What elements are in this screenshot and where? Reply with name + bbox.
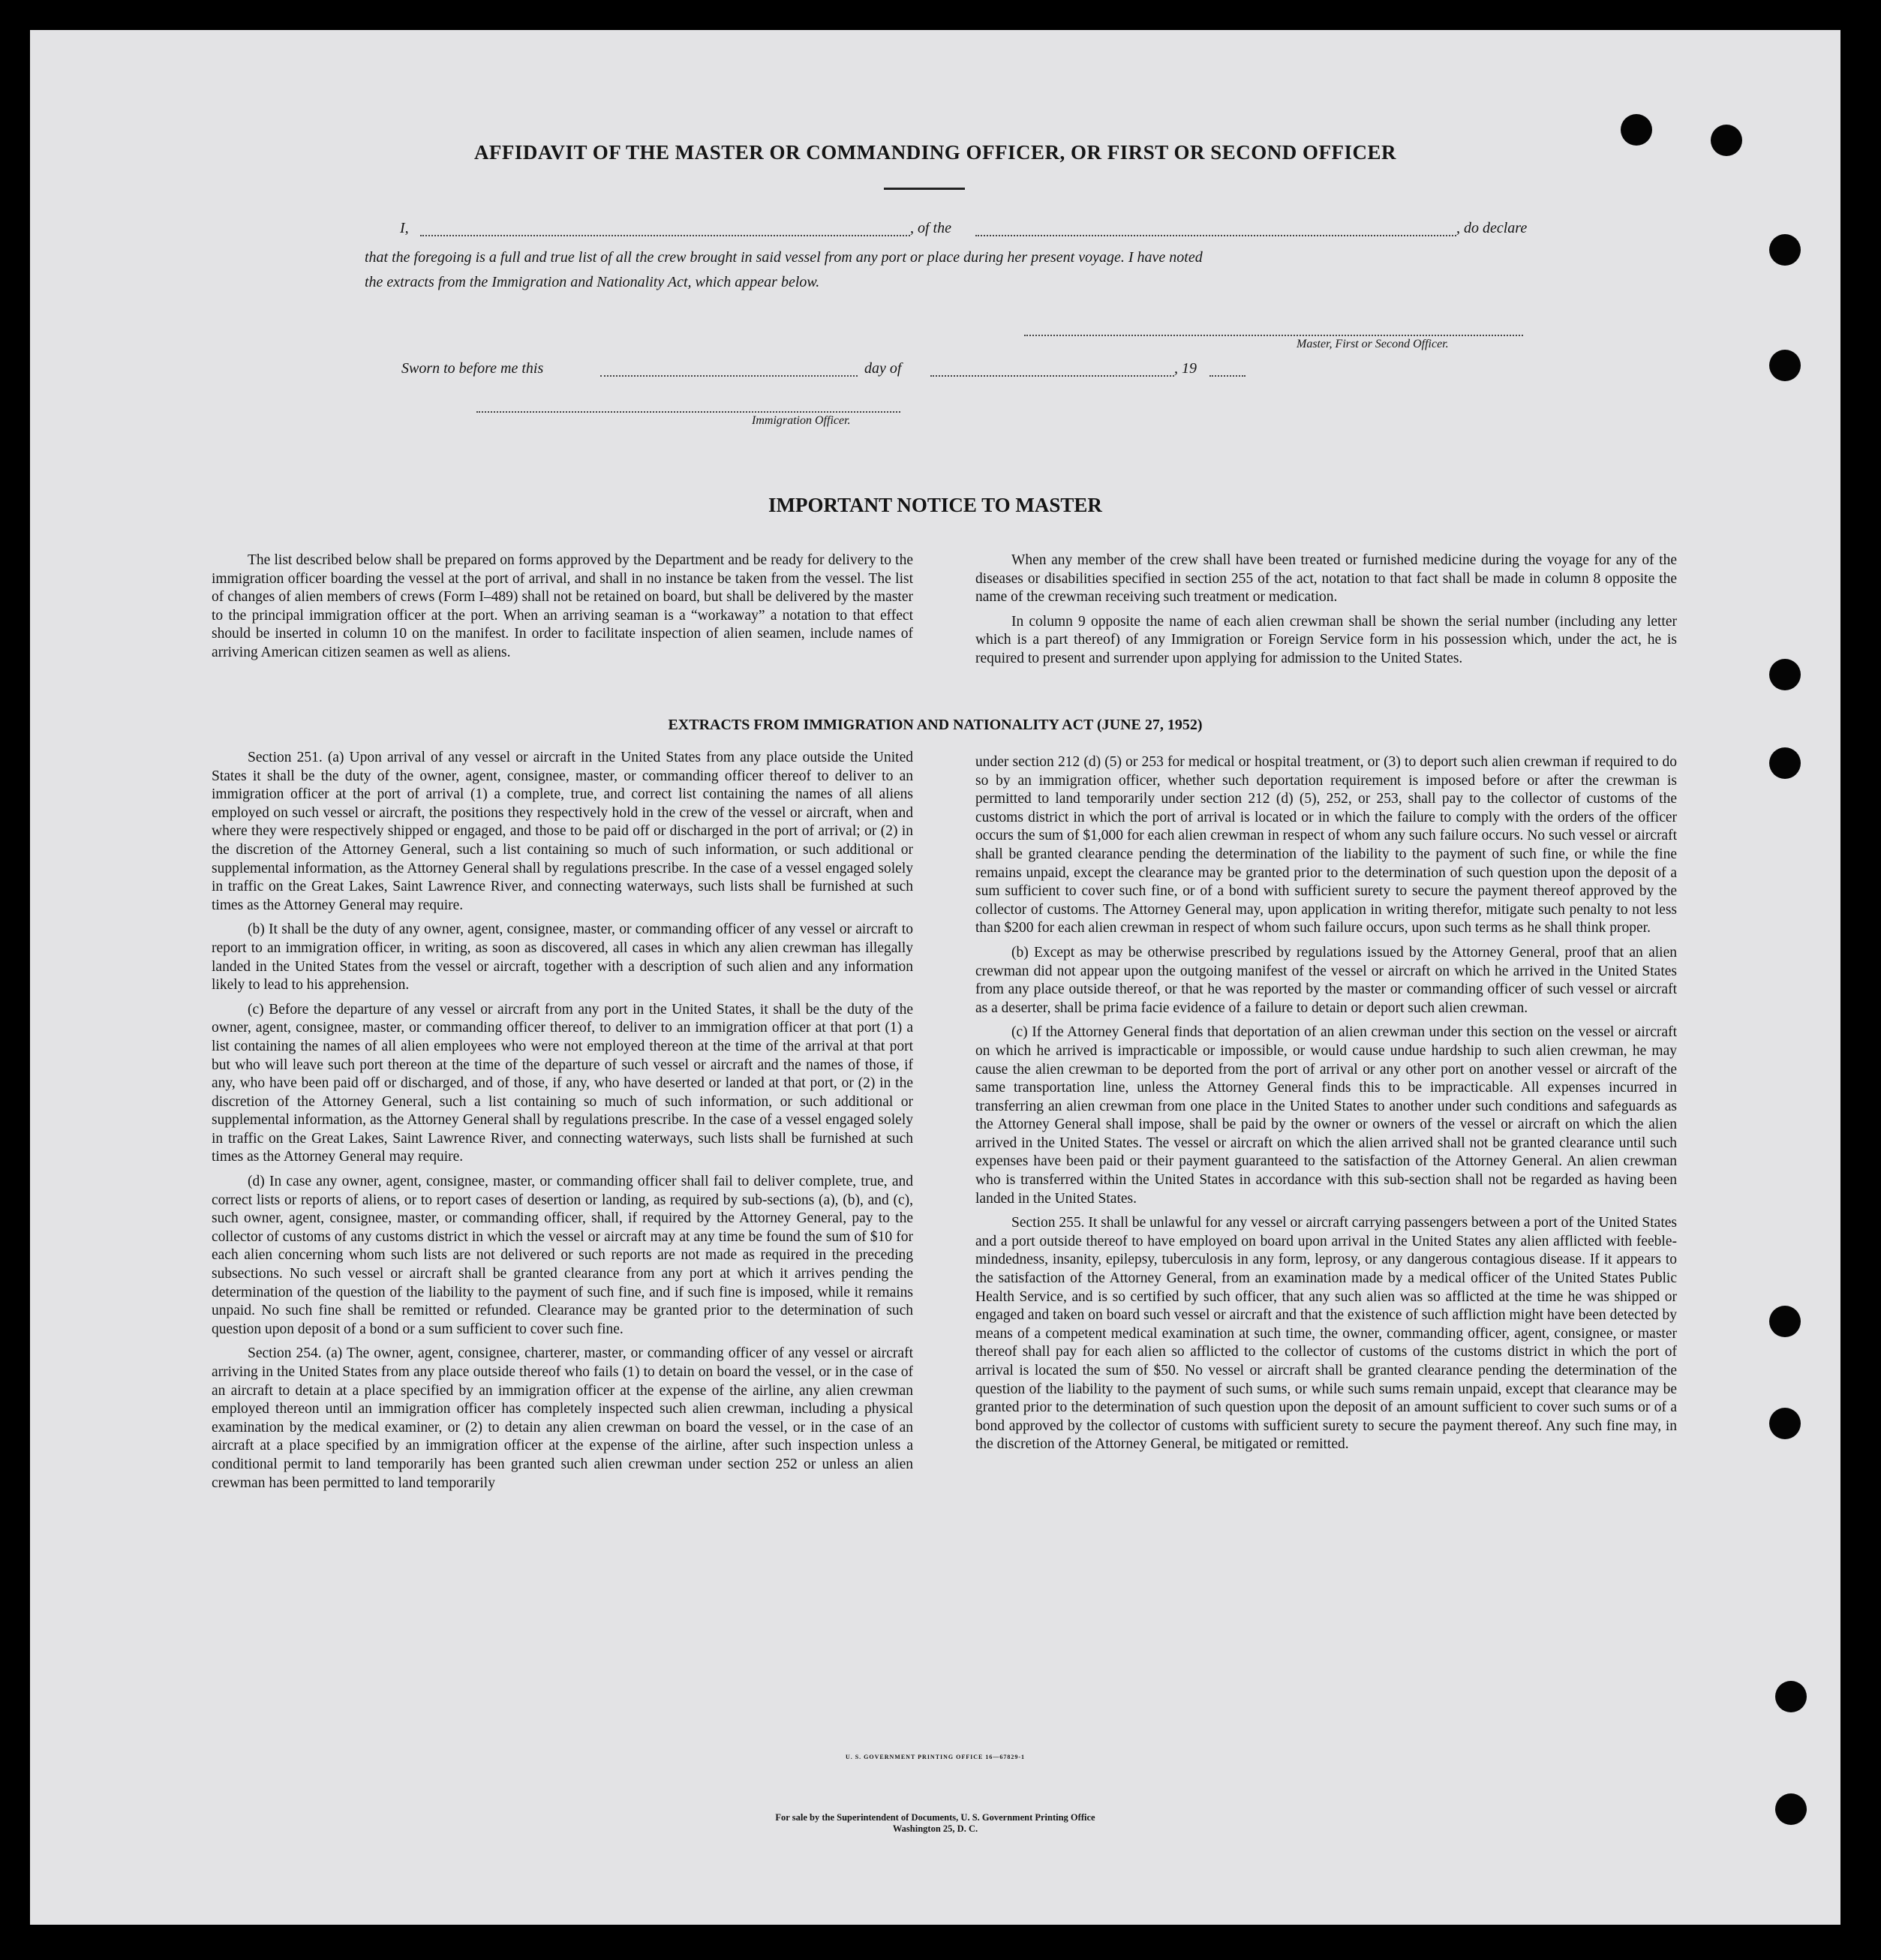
section-254-a: Section 254. (a) The owner, agent, consignee, charterer, master, or commanding officer of any vessel or aircraft arriving in the United States from any place outside thereof who fails (1) to detain on board the vessel, or in the case of an aircraft to detain at a place specified by an immigration officer at the expense of the airline, any alien crewman employed thereon until an immigration officer has completely inspected such alien crewman, including a physical examination by the medical examiner, or (2) to detain any alien crewman on board the vessel, or in the case of an aircraft at a place specified by an immigration officer at the expense of the airline, after such inspection unless a conditional permit to land temporarily has been granted such alien crewman under section 252 or unless an alien crewman has been permitted to land temporarily — [212, 1345, 913, 1491]
officer-signature-field[interactable] — [476, 411, 900, 413]
declaration-line-3: the extracts from the Immigration and Nationality Act, which appear below. — [365, 274, 820, 290]
declarant-label: I, — [400, 220, 409, 236]
punch-hole — [1769, 747, 1801, 779]
notice-right-column — [975, 552, 1677, 675]
punch-hole — [1775, 1681, 1807, 1712]
title-rule — [884, 188, 965, 190]
notice-left-column — [212, 552, 913, 669]
name-field[interactable] — [420, 235, 910, 236]
month-field[interactable] — [930, 375, 1174, 377]
notice-title: IMPORTANT NOTICE TO MASTER — [768, 494, 1102, 516]
document-page — [30, 30, 1840, 1925]
year-label: , 19 — [1174, 360, 1197, 377]
notice-left-paragraph: The list described below shall be prepared on forms approved by the Department and be ready for delivery to the immigration officer boarding the vessel at the port of arrival, and shall in no instance be taken from the vessel. The list of changes of alien members of crews (Form I–489) shall not be retained on board, but shall be delivered by the master to the principal immigration officer at the port. When an arriving seaman is a “workaway” a notation to that effect should be inserted in column 10 on the manifest. In order to facilitate inspection of alien seamen, include names of arriving American citizen seamen as well as aliens. — [212, 552, 913, 660]
notice-right-paragraph-2: In column 9 opposite the name of each alien crewman shall be shown the serial number (including any letter which is a part thereof) of any Immigration or Foreign Service form in his possession which, under the act, he is required to present and surrender upon applying for admission to the United States. — [975, 613, 1677, 666]
punch-hole — [1769, 1408, 1801, 1439]
section-251-b: (b) It shall be the duty of any owner, agent, consignee, master, or commanding officer of any vessel or aircraft to report to an immigration officer, in writing, as soon as discovered, all cases in which any alien crewman has illegally landed in the United States from the vessel or aircraft, together with a description of such alien and any information likely to lead to his apprehension. — [212, 921, 913, 994]
day-of-label: day of — [864, 360, 902, 377]
master-caption: Master, First or Second Officer. — [1297, 338, 1449, 350]
extracts-right-column — [975, 753, 1677, 1460]
sale-line-1: For sale by the Superintendent of Documents, U. S. Government Printing Office — [775, 1812, 1095, 1823]
year-field[interactable] — [1209, 375, 1245, 377]
extracts-left-column — [212, 749, 913, 1499]
extracts-title: EXTRACTS FROM IMMIGRATION AND NATIONALITY ACT (JUNE 27, 1952) — [668, 717, 1203, 733]
sworn-date-field[interactable] — [600, 375, 858, 377]
section-254-c: (c) If the Attorney General finds that deportation of an alien crewman under this section on the vessel or aircraft on which he arrived is impracticable or impossible, or would cause undue hardship to such alien crewman, he may cause the alien crewman to be deported from the port of arrival or any other port on another vessel or aircraft of the same transportation line, unless the Attorney General finds this to be impracticable. All expenses incurred in transferring an alien crewman from one place in the United States to another under such conditions and safeguards as the Attorney General shall impose, shall be paid by the owner or owners of the vessel or aircraft on which the alien arrived in the United States. The vessel or aircraft on which the alien arrived shall not be granted clearance until such expenses have been paid or their payment guaranteed to the satisfaction of the Attorney General. An alien crewman who is transferred within the United States in accordance with this sub-section shall not be regarded as having been landed in the United States. — [975, 1024, 1677, 1207]
declaration-line-2: that the foregoing is a full and true list of all the crew brought in said vessel from any port or place during her present voyage. I have noted — [365, 249, 1203, 266]
punch-hole — [1769, 350, 1801, 381]
section-251-c: (c) Before the departure of any vessel or aircraft from any port in the United States, it shall be the duty of the owner, agent, consignee, master, or commanding officer thereof, to deliver to an immigration officer at that port (1) a list containing the names of all alien employees who were not employed thereon at the time of the arrival at that port but who will leave such port thereon at the time of the departure of such vessel or aircraft and the names of those, if any, who have been paid off or discharged, and of those, if any, who have deserted or landed at that port, or (2) in the discretion of the Attorney General, such a list containing so much of such information, or such additional or supplemental information, as the Attorney General shall by regulations prescribe. In the case of a vessel engaged solely in traffic on the Great Lakes, Saint Lawrence River, and connecting waterways, such lists shall be furnished at such times as the Attorney General may require. — [212, 1001, 913, 1165]
sale-notice — [30, 1812, 1840, 1835]
do-declare-label: , do declare — [1456, 220, 1528, 236]
section-251-d: (d) In case any owner, agent, consignee, master, or commanding officer shall fail to deliver complete, true, and correct lists or reports of aliens, or to report cases of desertion or landing, as required by sub-sections (a), (b), and (c), such owner, agent, consignee, master, or commanding officer, shall, if required by the Attorney General, pay to the collector of customs of any customs district in which the vessel or aircraft may at any time be found the sum of $10 for each alien concerning whom such lists are not delivered or such reports are not made as required in the preceding subsections. No such vessel or aircraft shall be granted clearance from any port at which it arrives pending the determination of the question of the liability to the payment of such fine, and if such fine is imposed, while it remains unpaid. No such fine shall be remitted or refunded. Clearance may be granted prior to the determination of such question upon deposit of a bond or a sum sufficient to cover such fine. — [212, 1174, 913, 1337]
punch-hole — [1769, 659, 1801, 690]
punch-hole — [1769, 1306, 1801, 1337]
section-254-b: (b) Except as may be otherwise prescribed by regulations issued by the Attorney General, proof that an alien crewman did not appear upon the outgoing manifest of the vessel or aircraft on which he arrived in the United States from any place outside thereof, or that he was reported by the master or commanding officer of such vessel or aircraft as a deserter, shall be prima facie evidence of a failure to detain or deport such alien crewman. — [975, 944, 1677, 1016]
punch-hole — [1769, 234, 1801, 266]
officer-caption: Immigration Officer. — [752, 414, 851, 427]
printing-office-imprint: U. S. GOVERNMENT PRINTING OFFICE 16—67829-1 — [845, 1754, 1026, 1760]
affidavit-title: AFFIDAVIT OF THE MASTER OR COMMANDING OFFICER, OR FIRST OR SECOND OFFICER — [473, 141, 1397, 164]
section-255: Section 255. It shall be unlawful for any vessel or aircraft carrying passengers between a port of the United States and a port outside thereof to have employed on board upon arrival in the United States any alien afflicted with feeble-mindedness, insanity, epilepsy, tuberculosis in any form, leprosy, or any dangerous contagious disease. If it appears to the satisfaction of the Attorney General, from an examination made by a medical officer of the United States Public Health Service, and is so certified by such officer, that any such alien was so afflicted at the time he was shipped or engaged and taken on board such vessel or aircraft and that the existence of such affliction might have been detected by means of a competent medical examination at such time, the owner, commanding officer, agent, consignee, or master thereof shall pay for each alien so afflicted to the collector of customs of the customs district in which the port of arrival is located the sum of $50. No vessel or aircraft shall be granted clearance pending the determination of the question of the liability to the payment of such sums, or while such sums remain unpaid, except that clearance may be granted prior to the determination of such question upon the deposit of an amount sufficient to cover such sums or of a bond approved by the collector of customs with sufficient surety to secure the payment thereof. Any such fine may, in the discretion of the Attorney General, be mitigated or remitted. — [975, 1215, 1677, 1453]
section-251-a: Section 251. (a) Upon arrival of any vessel or aircraft in the United States from any place outside the United States it shall be the duty of the owner, agent, consignee, master, or commanding officer thereof to deliver to an immigration officer at the port of arrival (1) a complete, true, and correct list containing the names of all aliens employed on such vessel or aircraft, the positions they respectively hold in the crew of the vessel or aircraft, when and where they were respectively shipped or engaged, and those to be paid off or discharged in the port of arrival; or (2) in the discretion of the Attorney General, such a list containing so much of such information, or such additional or supplemental information, as the Attorney General shall by regulations prescribe. In the case of a vessel engaged solely in traffic on the Great Lakes, Saint Lawrence River, and connecting waterways, such lists shall be furnished at such times as the Attorney General may require. — [212, 750, 913, 913]
section-254-a-continued: under section 212 (d) (5) or 253 for medical or hospital treatment, or (3) to deport such alien crewman if required to do so by an immigration officer, whether such deportation requirement is imposed before or after the crewman is permitted to land temporarily under section 212 (d) (5), 252, or 253, shall pay to the collector of customs of the customs district in which the port of arrival is located or in which the failure to comply with the orders of the officer occurs the sum of $1,000 for each alien crewman in respect of whom any such failure occurs. No such vessel or aircraft shall be granted clearance pending the determination of the liability to the payment of such fine, or while the fine remains unpaid, except the clearance may be granted prior to the determination of such question upon the deposit of a sum sufficient to cover such fine, or of a bond with sufficient surety to secure the payment thereof approved by the collector of customs. The Attorney General may, upon application in writing therefor, mitigate such penalty to not less than $200 for each alien crewman in respect of whom such failure occurs, upon such terms as he shall think proper. — [975, 754, 1677, 936]
vessel-field[interactable] — [975, 235, 1456, 236]
sale-line-2: Washington 25, D. C. — [892, 1823, 978, 1834]
sworn-label: Sworn to before me this — [401, 360, 544, 377]
master-signature-field[interactable] — [1024, 335, 1523, 336]
notice-right-paragraph-1: When any member of the crew shall have been treated or furnished medicine during the voyage for any of the diseases or disabilities specified in section 255 of the act, notation to that fact shall be made in column 8 opposite the name of the crewman receiving such treatment or medication. — [975, 552, 1677, 606]
of-the-label: , of the — [910, 220, 951, 236]
